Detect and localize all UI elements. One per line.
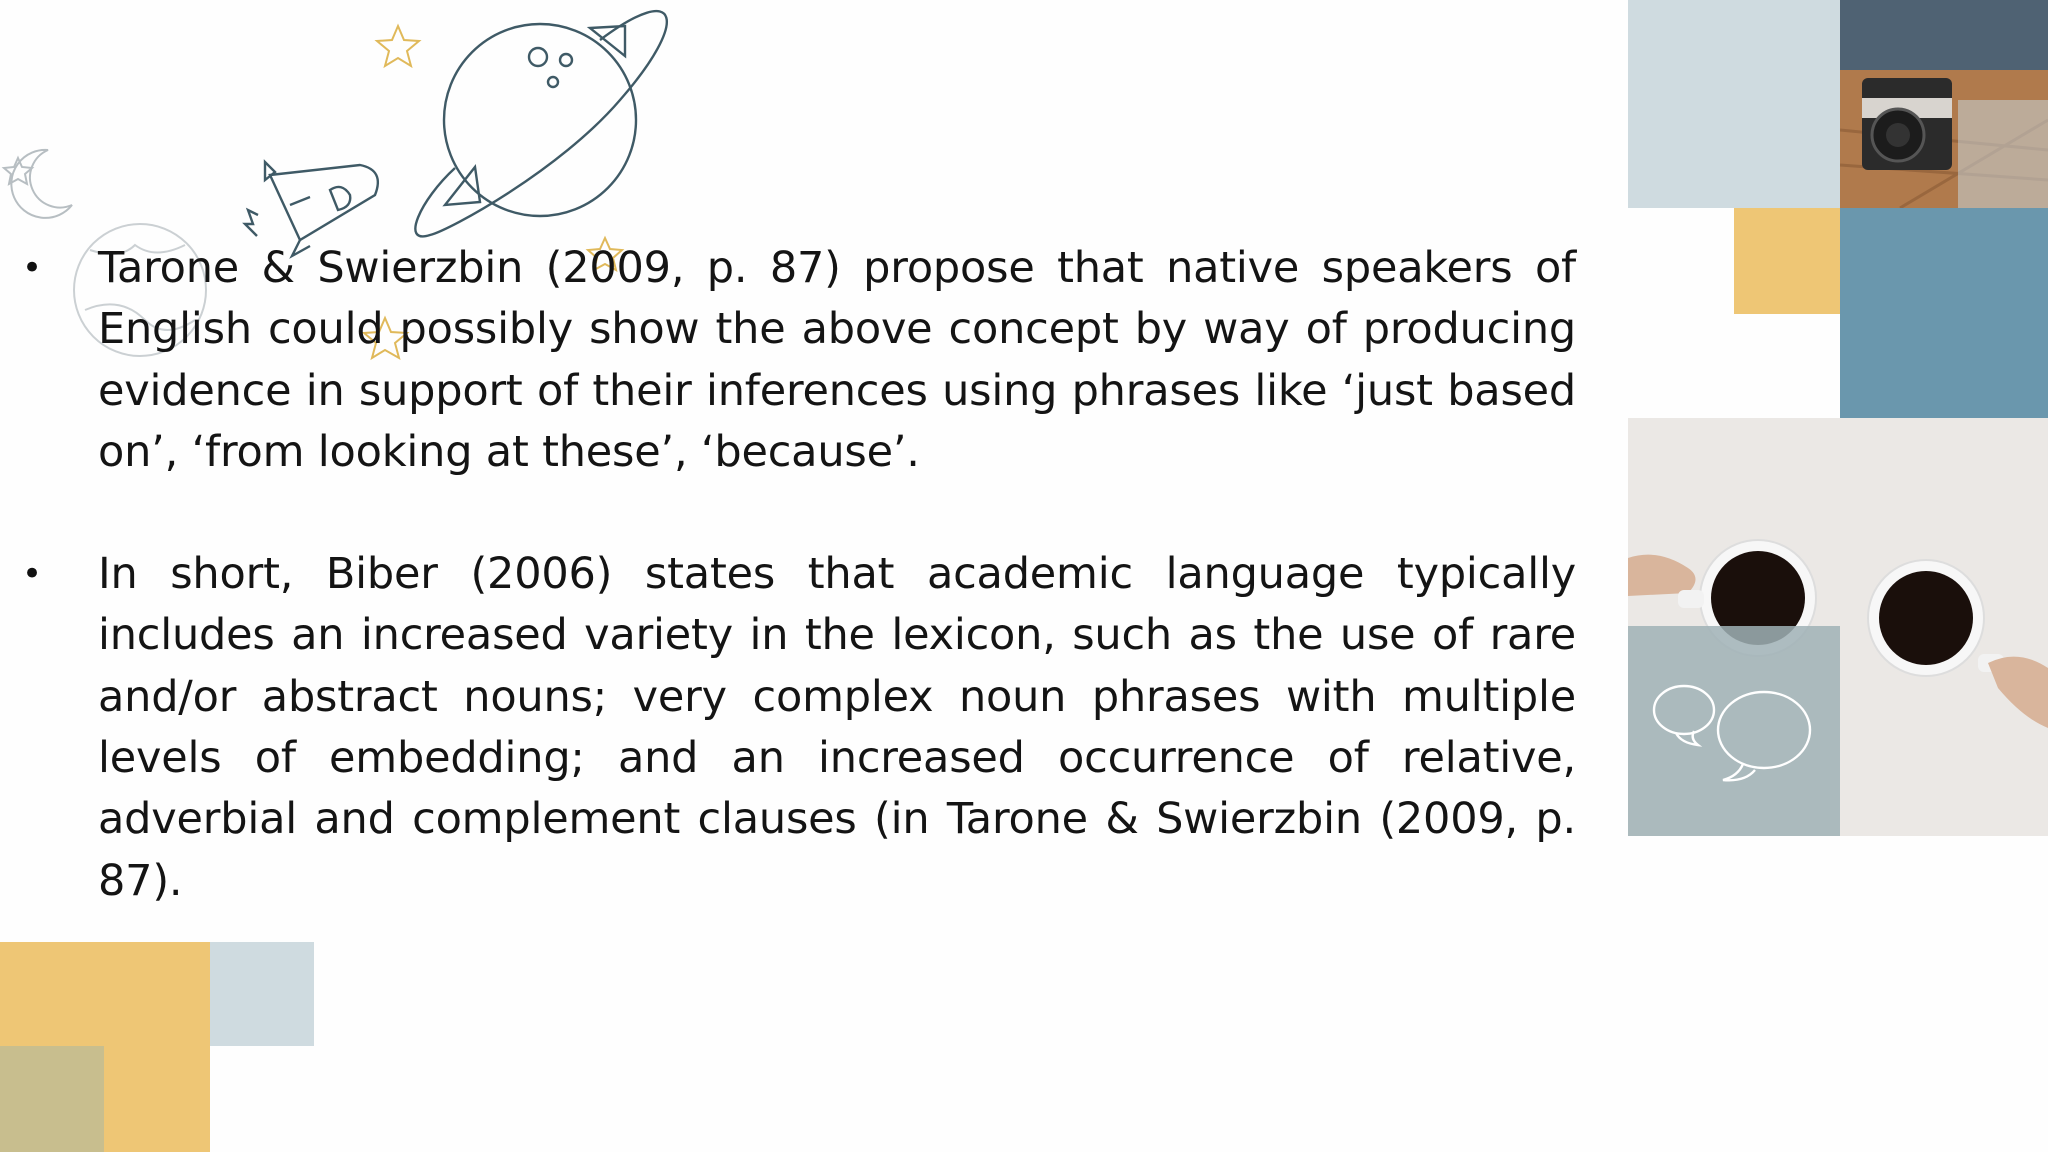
planet-icon [415, 11, 666, 236]
steel-blue-block [1840, 208, 2048, 418]
bullet-item-1 [0, 238, 1600, 483]
bullet-text: In short, Biber (2006) states that academic language typically includes an increased variety in the lexicon, such as the use of rare and/or abstract nouns; very complex noun phrases with multiple levels of embedding; and an increased occurrence of relative, adverbial and complement clauses (in Tarone & Swierzbin (2009, p. 87). [98, 549, 1576, 906]
moon-icon [4, 150, 72, 218]
light-blue-block [1628, 0, 1840, 208]
olive-block [0, 1046, 104, 1152]
bullet-item-2 [0, 544, 1600, 912]
bullet-text: Tarone & Swierzbin (2009, p. 87) propose that native speakers of English could possibly show the above concept by way of producing evidence in support of their inferences using phrases like ‘just based on’, ‘from looking at these’, ‘because’. [98, 243, 1576, 477]
speech-bubbles-icon [1628, 626, 1840, 836]
slide-content [0, 238, 1600, 912]
bullet-marker: • [22, 248, 43, 288]
camera-photo [1840, 0, 2048, 208]
light-blue-block [210, 942, 314, 1046]
bullet-marker: • [22, 554, 43, 595]
yellow-block [1734, 208, 1840, 314]
gray-block [1628, 626, 1840, 836]
